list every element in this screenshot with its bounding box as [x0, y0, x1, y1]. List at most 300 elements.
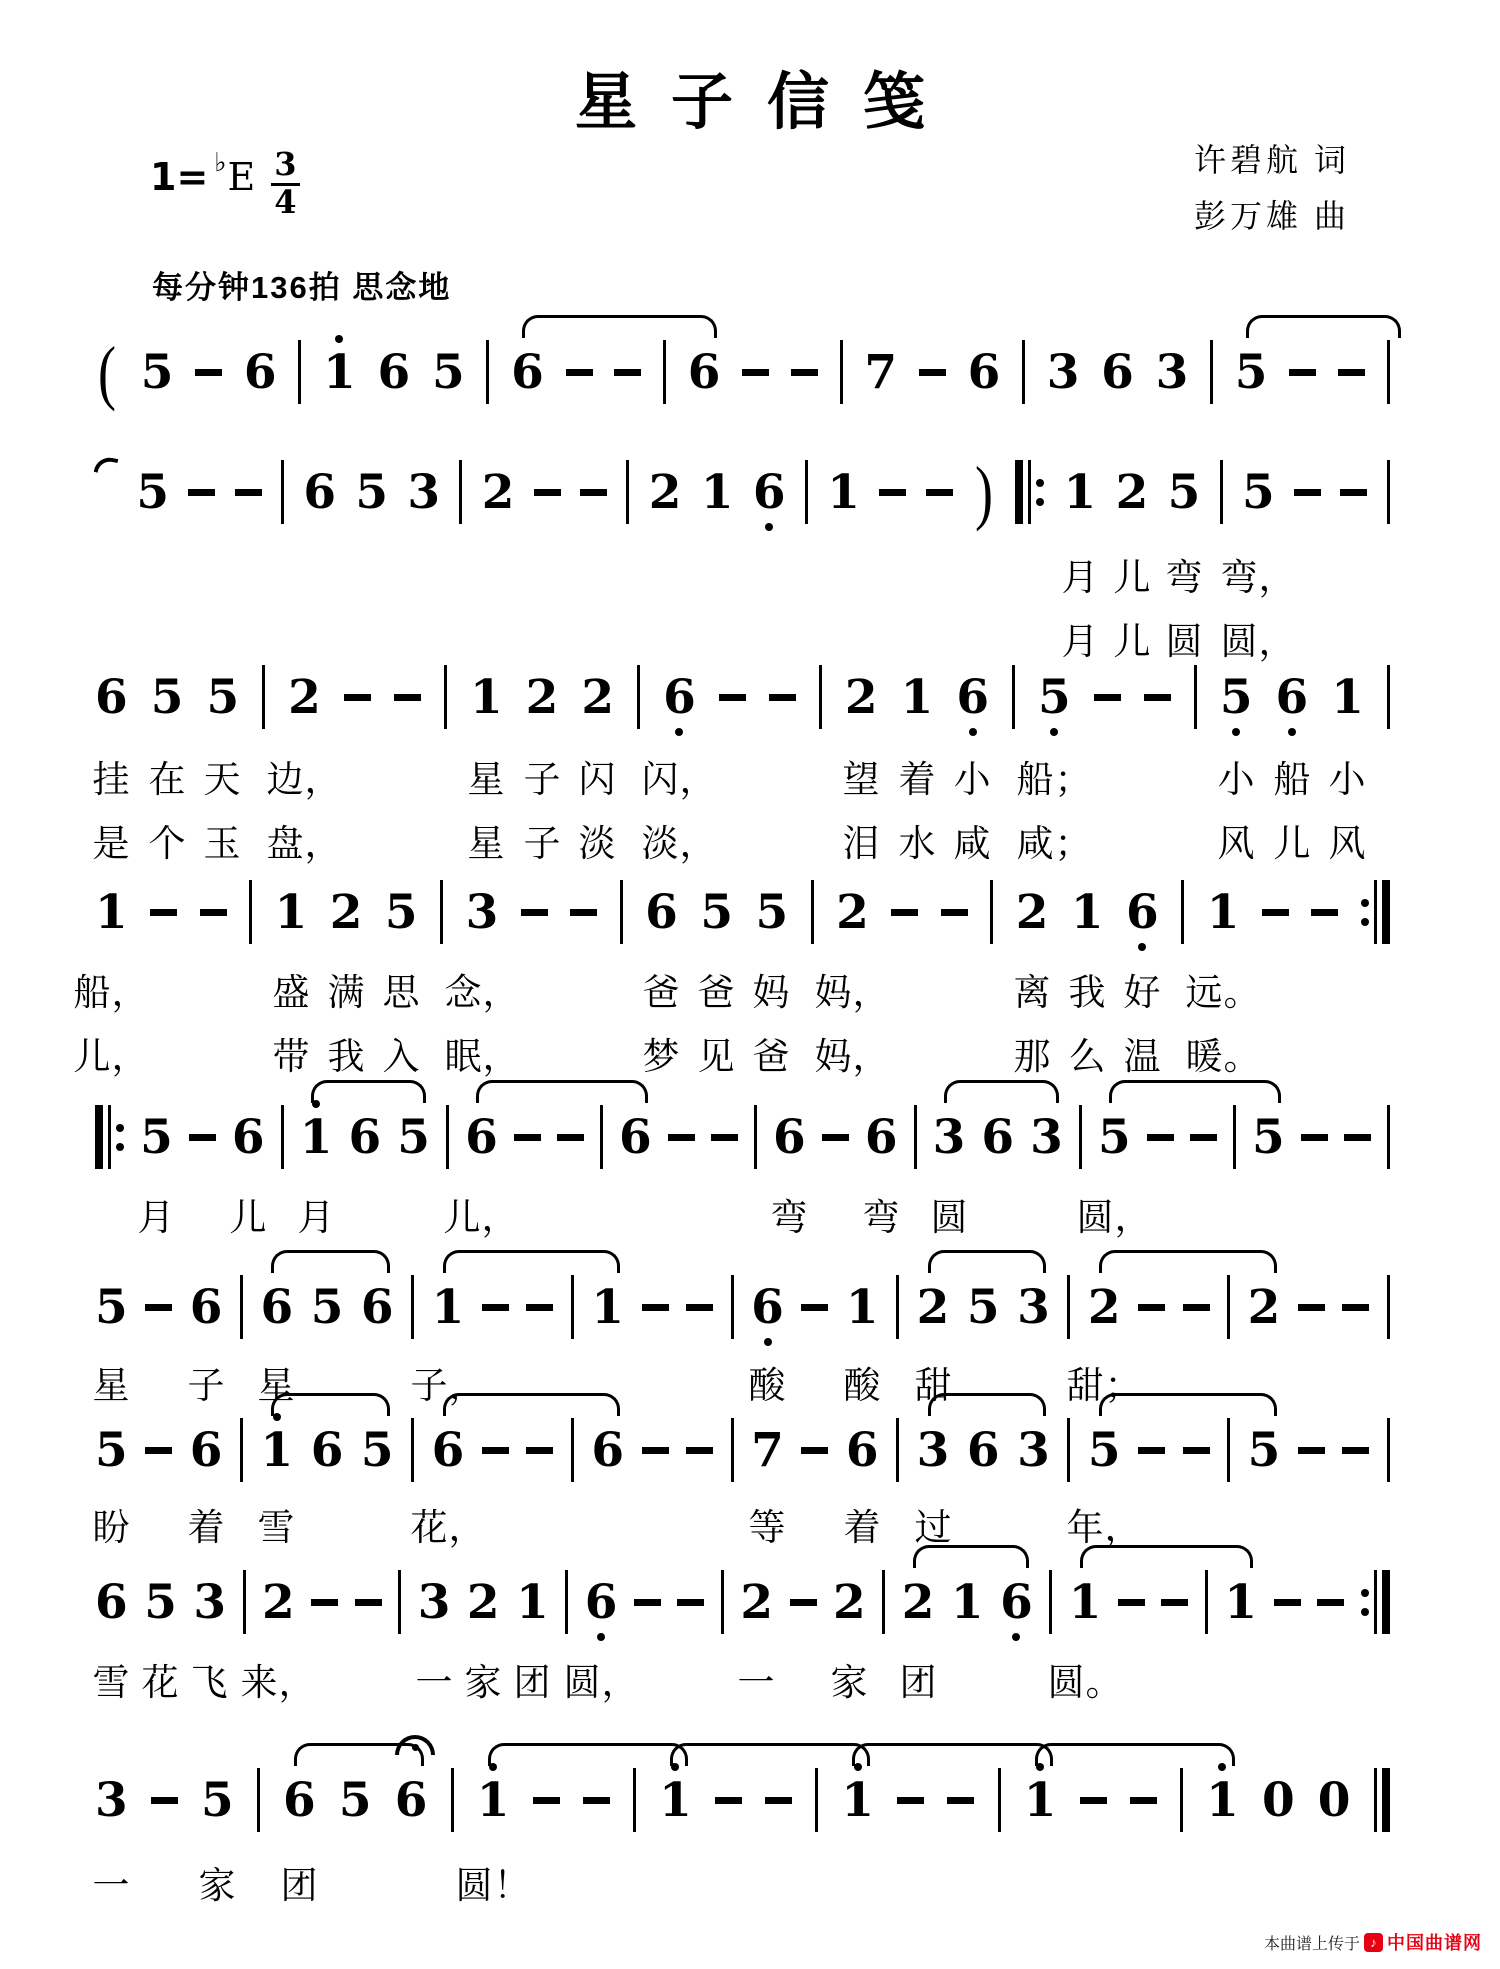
lyric-syllable: 是 [92, 824, 131, 865]
note: 6 [1000, 1579, 1033, 1626]
note: 2 [1087, 1279, 1121, 1335]
repeat-dots [1361, 880, 1369, 944]
note: 6 [1126, 889, 1159, 936]
music-system [92, 638, 1390, 865]
dash-beat [1262, 909, 1289, 916]
lyric-syllable: 星 [467, 824, 506, 865]
notes-row [95, 1248, 1390, 1340]
octave-dot-low [1232, 728, 1240, 736]
lyric-syllable: 天 [203, 760, 242, 801]
barline [486, 340, 489, 404]
barline [281, 1105, 284, 1169]
tie-arc [928, 1250, 1046, 1273]
note: 6 [956, 674, 989, 721]
lyric-syllable: 妈 [752, 973, 791, 1014]
note: 1 [1206, 1777, 1239, 1824]
lyric-syllable: 儿 [1273, 824, 1312, 865]
tie-arc [1099, 1393, 1277, 1416]
note: 2 [466, 1574, 500, 1630]
barline [998, 1768, 1001, 1832]
music-system [95, 433, 1390, 663]
barline [1180, 1768, 1183, 1832]
note: 6 [1101, 344, 1134, 400]
meter-denominator: 4 [274, 182, 297, 221]
meter-numerator: 3 [271, 148, 299, 186]
dash-beat [566, 369, 593, 376]
lyric-syllable: 子 [523, 824, 562, 865]
dash-beat [344, 694, 371, 701]
lyric-syllable: 星 [467, 760, 506, 801]
dash-beat [200, 909, 227, 916]
note: 6 [465, 1109, 498, 1165]
lyric-syllable: 暖。 [1185, 1037, 1262, 1078]
lyric-syllable: 么 [1068, 1037, 1107, 1078]
note: 6 [431, 1422, 465, 1478]
note: 2 [901, 1574, 935, 1630]
note: 1 [1331, 669, 1364, 725]
lyric-syllable: 圆！ [455, 1866, 532, 1907]
note: 3 [916, 1422, 950, 1478]
lyric-syllable: 圆， [1076, 1198, 1153, 1239]
repeat-dots [116, 1105, 124, 1169]
dash-beat [634, 1599, 661, 1606]
note: 2 [1247, 1279, 1281, 1335]
dash-beat [514, 1134, 541, 1141]
barline [571, 1418, 574, 1482]
barline [1387, 1275, 1390, 1339]
tie-arc [1109, 1080, 1281, 1103]
dash-beat [1342, 1304, 1369, 1311]
tempo-marking: 每分钟136拍 思念地 [152, 270, 452, 305]
barline [1387, 665, 1390, 729]
lyric-syllable: 家 [198, 1866, 237, 1907]
thin-bar [1028, 460, 1031, 524]
lyric-syllable: 风 [1328, 824, 1367, 865]
note: 5 [95, 1422, 128, 1478]
repeat-start-sign [1015, 460, 1044, 524]
dash-beat [765, 1797, 792, 1804]
dash-beat [482, 1304, 509, 1311]
notes-row [95, 1391, 1390, 1483]
lyric-syllable: 弯 [1165, 558, 1204, 599]
lyric-syllable: 着 [898, 760, 937, 801]
barline [600, 1105, 603, 1169]
dash-beat [534, 489, 561, 496]
notes-row [95, 433, 1390, 532]
note: 1 [845, 1279, 879, 1335]
barline [990, 880, 993, 944]
dash-beat [1338, 369, 1365, 376]
lyric-syllable: 年， [1066, 1508, 1143, 1549]
lyric-syllable: 酸 [748, 1366, 787, 1407]
tie-continuation [94, 455, 119, 476]
dash-beat [1340, 489, 1367, 496]
note: 5 [201, 1772, 234, 1828]
lyric-syllable: 妈， [814, 973, 891, 1014]
note: 2 [833, 1574, 866, 1630]
barline [754, 1105, 757, 1169]
lyric-syllable: 水 [898, 824, 937, 865]
barline [411, 1418, 414, 1482]
lyric-syllable: 圆， [563, 1663, 640, 1704]
octave-dot-high [335, 335, 343, 343]
lyric-syllable: 咸； [1016, 824, 1093, 865]
lyric-syllable: 温 [1123, 1037, 1162, 1078]
barline [626, 460, 629, 524]
note: 6 [310, 1422, 344, 1478]
dash-beat [1342, 1447, 1369, 1454]
dash-beat [1144, 694, 1171, 701]
lyric-syllable: 盛 [272, 973, 311, 1014]
note: 1 [1070, 884, 1104, 940]
lyric-syllable: 团 [280, 1866, 319, 1907]
note: 1 [827, 464, 860, 520]
key-tonic: E [227, 155, 256, 199]
dash-beat [1094, 694, 1121, 701]
lyric-syllable: 咸 [953, 824, 992, 865]
barline [637, 665, 640, 729]
note: 6 [360, 1279, 394, 1335]
flat-icon: ♭ [214, 148, 227, 178]
note: 6 [189, 1422, 223, 1478]
dash-beat [1301, 1134, 1328, 1141]
music-system [73, 853, 1390, 1078]
dash-beat [1080, 1797, 1107, 1804]
dash-beat [791, 369, 818, 376]
music-system [92, 1741, 1390, 1907]
barline [240, 1275, 243, 1339]
barline [451, 1768, 454, 1832]
barline [1012, 665, 1015, 729]
dash-beat [790, 1599, 817, 1606]
dash-beat [715, 1797, 742, 1804]
dash-beat [668, 1134, 695, 1141]
repeat-dots [1361, 1570, 1369, 1634]
note: 7 [864, 344, 898, 400]
lyric-syllable: 甜； [1066, 1366, 1143, 1407]
lyric-syllable: 玉 [203, 824, 242, 865]
repeat-end-sign [1361, 1570, 1390, 1634]
note: 3 [417, 1574, 451, 1630]
dash-beat [521, 909, 548, 916]
note: 6 [189, 1279, 223, 1335]
barline [1205, 1570, 1208, 1634]
note: 2 [581, 669, 615, 725]
final-barline [1374, 1768, 1390, 1832]
thick-bar [95, 1105, 103, 1169]
note: 6 [95, 1574, 128, 1630]
lyric-syllable: 泪 [842, 824, 881, 865]
dash-beat [355, 1599, 382, 1606]
note: 3 [465, 884, 499, 940]
note: 2 [525, 669, 559, 725]
note: 3 [95, 1772, 128, 1828]
octave-dot-low [1012, 1633, 1020, 1641]
dash-beat [394, 694, 421, 701]
lyric-syllable: 月 [137, 1198, 176, 1239]
barline [1387, 460, 1390, 524]
note: 5 [206, 669, 240, 725]
lyric-syllable: 边， [266, 760, 343, 801]
dash-beat [1298, 1304, 1325, 1311]
lyric-syllable: 一 [737, 1663, 776, 1704]
note: 2 [844, 669, 878, 725]
lyric-syllable: 儿 [229, 1198, 268, 1239]
barline [633, 1768, 636, 1832]
lyric-syllable: 花 [141, 1663, 180, 1704]
barline [281, 460, 284, 524]
song-title: 星子信笺 [574, 69, 959, 137]
note: 5 [140, 344, 174, 400]
barline [565, 1570, 568, 1634]
dash-beat [1311, 909, 1338, 916]
note: 5 [150, 669, 184, 725]
lyric-syllable: 个 [148, 824, 187, 865]
octave-dot-low [969, 728, 977, 736]
repeat-end-sign [1361, 880, 1390, 944]
barline [815, 1768, 818, 1832]
note: 2 [648, 464, 682, 520]
note: 1 [260, 1427, 293, 1474]
tie-arc [443, 1393, 620, 1416]
note: 1 [300, 1114, 333, 1161]
tie-arc [944, 1080, 1059, 1103]
note: 1 [477, 1777, 510, 1824]
tie-arc [271, 1393, 390, 1416]
lyricist-credit: 许碧航 词 [1193, 142, 1350, 178]
note: 6 [283, 1772, 316, 1828]
dash-beat [1190, 1134, 1217, 1141]
lyric-syllable: 星 [92, 1366, 131, 1407]
tie-arc [1080, 1545, 1253, 1568]
tie-arc [522, 315, 717, 338]
dash-beat [1289, 369, 1316, 376]
barline [411, 1275, 414, 1339]
note: 6 [864, 1109, 898, 1165]
note: 6 [967, 344, 1001, 400]
note: 5 [140, 1109, 173, 1165]
notes-row [95, 313, 1390, 412]
lyric-syllable: 在 [148, 760, 187, 801]
music-system [95, 1078, 1390, 1239]
note: 1 [516, 1574, 549, 1630]
lyric-syllable: 带 [272, 1037, 311, 1078]
octave-dot-low [764, 1338, 772, 1346]
note: 2 [836, 884, 869, 940]
note: 5 [1098, 1109, 1131, 1165]
dash-beat [482, 1447, 509, 1454]
notes-row [95, 1543, 1390, 1635]
note: 6 [753, 469, 786, 516]
barline [444, 665, 447, 729]
note: 2 [481, 464, 515, 520]
barline [298, 340, 301, 404]
note: 5 [1247, 1422, 1281, 1478]
lyric-syllable: 月 [1061, 622, 1100, 663]
note: 1 [659, 1777, 692, 1824]
lyric-syllable: 望 [842, 760, 881, 801]
lyric-syllable: 甜 [914, 1366, 953, 1407]
note: 5 [966, 1279, 1000, 1335]
dash-beat [580, 489, 607, 496]
notes-row [95, 638, 1390, 730]
note: 1 [1068, 1574, 1102, 1630]
lyric-syllable: 一 [92, 1866, 131, 1907]
note: 6 [1276, 674, 1309, 721]
note: 6 [663, 674, 696, 721]
thin-bar [108, 1105, 111, 1169]
note: 1 [900, 669, 934, 725]
note: 1 [1024, 1777, 1057, 1824]
barline [398, 1570, 401, 1634]
tie-arc [311, 1080, 426, 1103]
note: 2 [262, 1574, 295, 1630]
note: 5 [1241, 464, 1275, 520]
notes-row [95, 853, 1390, 945]
octave-dot-low [1288, 728, 1296, 736]
barline [663, 340, 666, 404]
lyric-syllable: 那 [1013, 1037, 1052, 1078]
barline [805, 460, 808, 524]
note: 6 [243, 344, 277, 400]
lyric-syllable: 月 [297, 1198, 336, 1239]
barline [1067, 1418, 1070, 1482]
lyric-syllable: 船 [1273, 760, 1312, 801]
barline [1022, 340, 1025, 404]
octave-dot-low [1138, 943, 1146, 951]
dash-beat [822, 1134, 849, 1141]
note: 2 [1015, 884, 1049, 940]
note: 1 [469, 669, 503, 725]
lyric-syllable: 闪 [578, 760, 617, 801]
lyric-syllable: 爸 [697, 973, 736, 1014]
note: 6 [772, 1109, 806, 1165]
watermark [1264, 1929, 1482, 1955]
note: 5 [1234, 344, 1268, 400]
lyric-syllable: 满 [327, 973, 366, 1014]
tie-arc [294, 1743, 424, 1766]
note: 2 [916, 1279, 950, 1335]
barline [620, 880, 623, 944]
tie-arc [1246, 315, 1401, 338]
barline [721, 1570, 724, 1634]
lyric-syllable: 入 [382, 1037, 421, 1078]
dash-beat [642, 1447, 669, 1454]
lyric-syllable: 月 [1061, 558, 1100, 599]
dash-beat [1130, 1797, 1157, 1804]
thin-bar [1374, 1570, 1377, 1634]
tie-arc [852, 1743, 1053, 1766]
dash-beat [879, 489, 906, 496]
lyric-syllable: 儿 [1113, 622, 1152, 663]
dash-beat [145, 1447, 172, 1454]
barline [1194, 665, 1197, 729]
thick-bar [1382, 1768, 1390, 1832]
barline [440, 880, 443, 944]
barline [819, 665, 822, 729]
thick-bar [1382, 880, 1390, 944]
barline [914, 1105, 917, 1169]
lyric-syllable: 小 [953, 760, 992, 801]
note: 5 [1038, 674, 1071, 721]
dash-beat [947, 1797, 974, 1804]
lyric-syllable: 风 [1217, 824, 1256, 865]
barline [1227, 1418, 1230, 1482]
lyric-syllable: 盘， [266, 824, 343, 865]
music-system [92, 1543, 1390, 1704]
barline [1181, 880, 1184, 944]
note: 6 [348, 1109, 382, 1165]
note: 0 [1261, 1772, 1295, 1828]
lyric-syllable: 儿， [73, 1037, 150, 1078]
note: 3 [932, 1109, 966, 1165]
dash-beat [891, 909, 918, 916]
dash-beat [801, 1447, 828, 1454]
barline [1387, 340, 1390, 404]
note: 0 [1317, 1772, 1351, 1828]
lyric-syllable: 等 [748, 1508, 787, 1549]
lyric-syllable: 弯 [770, 1198, 809, 1239]
barline [571, 1275, 574, 1339]
dash-beat [583, 1797, 610, 1804]
notes-row [95, 1741, 1390, 1833]
note: 1 [700, 464, 734, 520]
barline [731, 1418, 734, 1482]
lyric-syllable: 离 [1013, 973, 1052, 1014]
lyric-syllable: 思 [382, 973, 421, 1014]
repeat-start-sign [95, 1105, 124, 1169]
lyric-syllable: 花， [410, 1508, 487, 1549]
thin-bar [1374, 1768, 1377, 1832]
music-system [92, 1391, 1390, 1549]
note: 6 [260, 1279, 294, 1335]
dash-beat [711, 1134, 738, 1141]
lyric-syllable: 我 [327, 1037, 366, 1078]
lyric-syllable: 小 [1217, 760, 1256, 801]
dash-beat [195, 369, 222, 376]
lyric-syllable: 爸 [752, 1037, 791, 1078]
dash-beat [677, 1599, 704, 1606]
lyric-syllable: 酸 [843, 1366, 882, 1407]
lyric-syllable: 子 [523, 760, 562, 801]
barline [1387, 1105, 1390, 1169]
note: 3 [407, 464, 441, 520]
watermark-text: 本曲谱上传于 [1263, 1935, 1360, 1953]
dash-beat [533, 1797, 560, 1804]
note: 1 [1063, 464, 1097, 520]
lyric-syllable: 好 [1123, 973, 1162, 1014]
barline [896, 1418, 899, 1482]
dash-beat [1344, 1134, 1371, 1141]
tie-arc [476, 1080, 648, 1103]
note: 6 [377, 344, 411, 400]
barline [240, 1418, 243, 1482]
dash-beat [1118, 1599, 1145, 1606]
lyric-syllable: 船； [1016, 760, 1093, 801]
barline [262, 665, 265, 729]
note: 5 [1087, 1422, 1121, 1478]
barline [1049, 1570, 1052, 1634]
note: 1 [1224, 1574, 1258, 1630]
dash-beat [311, 1599, 338, 1606]
thick-bar [1015, 460, 1023, 524]
note: 5 [355, 464, 389, 520]
lyric-syllable: 圆 [1165, 622, 1204, 663]
dash-beat [801, 1304, 828, 1311]
dash-beat [919, 369, 946, 376]
note: 5 [338, 1772, 372, 1828]
tie-arc [488, 1743, 688, 1766]
